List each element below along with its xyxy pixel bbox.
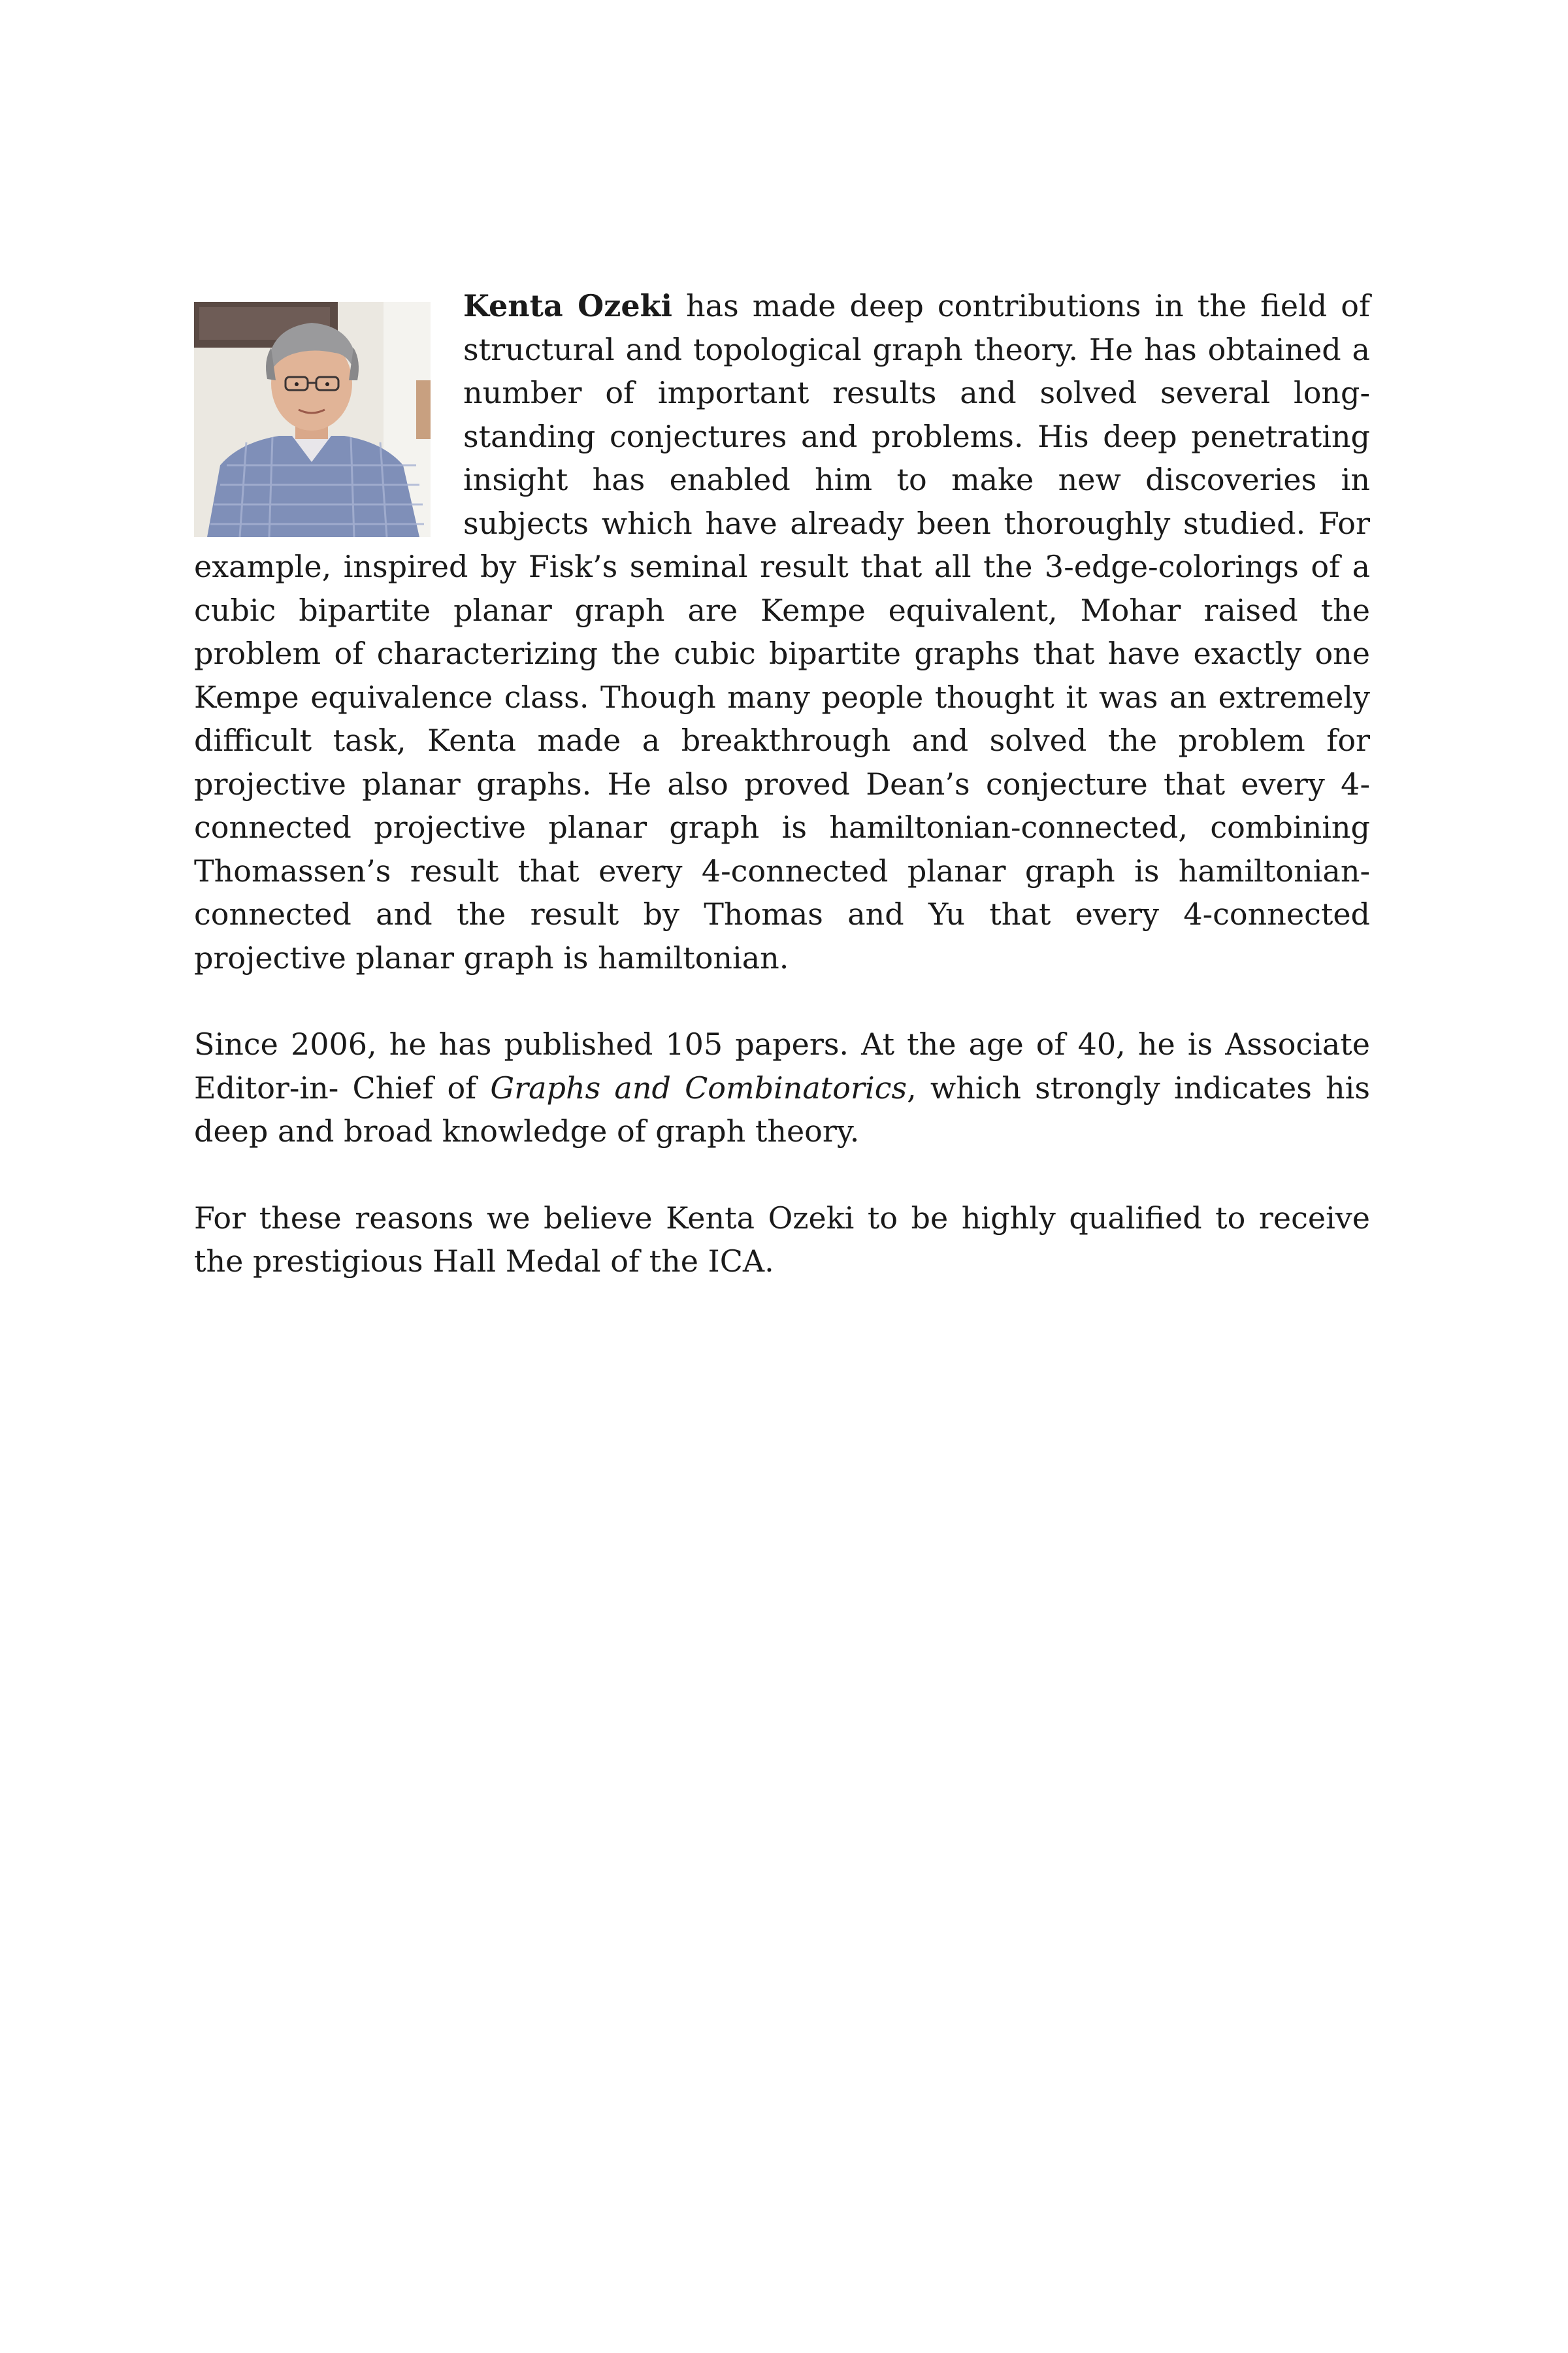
nominee-name: Kenta Ozeki (463, 288, 672, 323)
nomination-text (194, 284, 1370, 1326)
paragraph-intro-text: has made deep contributions in the field of structural and topological graph theory. He has obtained a number of important results and solved several long-standing conjectures and problems. His deep penetrating insight has enabled him to make new discoveries in subjects which have already been thoroughly studied. For example, inspired by Fisk’s seminal result that all the 3-edge-colorings of a cubic bipartite planar graph are Kempe equivalent, Mohar raised the problem of characterizing the cubic bipartite graphs that have exactly one Kempe equivalence class. Though many people thought it was an extremely difficult task, Kenta made a breakthrough and solved the problem for projective planar graphs. He also proved Dean’s conjecture that every 4-connected projective planar graph is hamiltonian-connected, combining Thomassen’s result that every 4-connected planar graph is hamiltonian-connected and the result by Thomas and Yu that every 4-connected projective planar graph is hamiltonian. (194, 288, 1370, 976)
portrait-photo (194, 302, 431, 537)
paragraph-conclusion (194, 1196, 1370, 1283)
portrait-image (194, 302, 431, 537)
conclusion-text: For these reasons we believe Kenta Ozeki to be highly qualified to receive the prestigious Hall Medal of the ICA. (194, 1200, 1370, 1279)
publications-text-end: , which strongly indicates his deep and broad knowledge of graph theory. (194, 1070, 1370, 1149)
paragraph-publications (194, 1023, 1370, 1153)
journal-title: Graphs and Combinatorics (490, 1070, 907, 1106)
publications-text-start: Since 2006, he has published 105 papers. At the age of 40, he is Associate Editor-in- Chief of (194, 1027, 1370, 1106)
